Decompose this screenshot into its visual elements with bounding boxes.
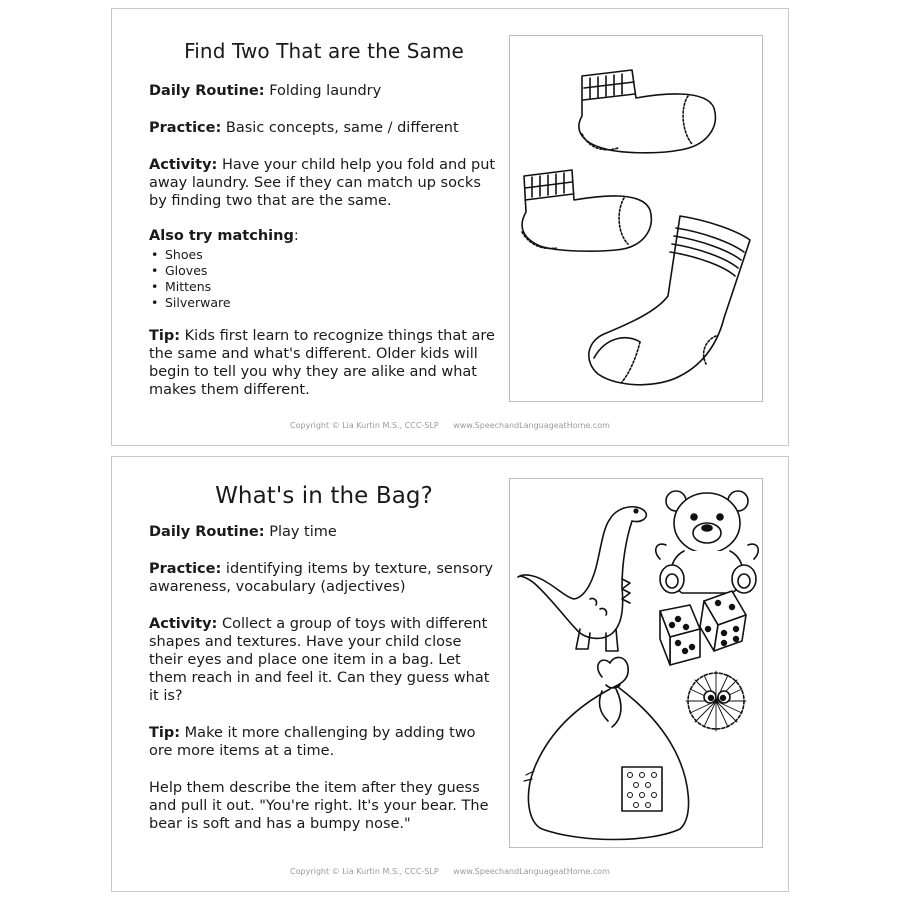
practice-line: Practice: identifying items by texture, sensory awareness, vocabulary (adjectives) — [149, 561, 493, 595]
card-title: What's in the Bag? — [215, 483, 433, 509]
activity-value: Collect a group of toys with different shapes and textures. Have your child close their eyes and place one item in a bag. Let them reach in and feel it. Can they guess what it is? — [149, 616, 490, 704]
dice-icon — [660, 591, 746, 665]
fuzzy-ball-icon — [686, 671, 746, 731]
activity-label: Activity — [149, 616, 212, 632]
card-footer — [112, 421, 788, 430]
activity-value: Have your child help you fold and put away laundry. See if they can match up socks by finding two that are the same. — [149, 157, 496, 209]
card-text — [149, 39, 499, 399]
tip-value: Make it more challenging by adding two ore more items at a time. — [149, 725, 476, 759]
tip-label: Tip — [149, 328, 175, 344]
routine-label: Daily Routine — [149, 83, 259, 99]
routine-line: Daily Routine: Play time — [149, 524, 337, 540]
routine-label: Daily Routine — [149, 524, 259, 540]
list-item: • Mittens — [149, 279, 499, 295]
card-title: Find Two That are the Same — [184, 39, 464, 63]
routine-line: Daily Routine: Folding laundry — [149, 83, 382, 99]
teddy-bear-icon — [656, 491, 759, 593]
sack-icon — [524, 657, 689, 839]
practice-value: identifying items by texture, sensory awareness, vocabulary (adjectives) — [149, 561, 493, 595]
copyright-text: Copyright © Lia Kurtin M.S., CCC-SLP — [290, 421, 439, 430]
practice-label: Practice — [149, 120, 216, 136]
tip-line: Tip: Kids first learn to recognize things that are the same and what's different. Older kids will begin to tell you why they are alike and what makes them different. — [149, 328, 495, 398]
list-item: • Silverware — [149, 295, 499, 311]
website-link[interactable]: www.SpeechandLanguageatHome.com — [453, 867, 610, 876]
card-text — [149, 483, 499, 833]
list-item: • Shoes — [149, 247, 499, 263]
also-heading: Also try matching: — [149, 228, 299, 244]
also-list — [149, 247, 499, 311]
card-footer — [112, 867, 788, 876]
practice-line: Practice: Basic concepts, same / different — [149, 120, 459, 136]
practice-value: Basic concepts, same / different — [225, 120, 459, 136]
also-label: Also try matching — [149, 228, 294, 244]
copyright-text: Copyright © Lia Kurtin M.S., CCC-SLP — [290, 867, 439, 876]
activity-line: Activity: Have your child help you fold and put away laundry. See if they can match up socks by finding two that are the same. — [149, 157, 496, 209]
sock-icon — [579, 70, 715, 153]
dinosaur-icon — [518, 507, 646, 651]
practice-label: Practice — [149, 561, 216, 577]
tip-value: Kids first learn to recognize things that are the same and what's different. Older kids will begin to tell you why they are alike and what makes them different. — [149, 328, 495, 398]
routine-value: Folding laundry — [269, 83, 382, 99]
tip-label: Tip — [149, 725, 175, 741]
list-item: • Gloves — [149, 263, 499, 279]
activity-card-same — [111, 8, 789, 446]
routine-value: Play time — [269, 524, 337, 540]
activity-card-bag — [111, 456, 789, 892]
toys-illustration — [509, 478, 763, 848]
sock-icon — [522, 170, 651, 251]
describe-paragraph: Help them describe the item after they guess and pull it out. "You're right. It's your bear. The bear is soft and has a bumpy nose." — [149, 780, 489, 832]
activity-line: Activity: Collect a group of toys with different shapes and textures. Have your child close their eyes and place one item in a bag. Let them reach in and feel it. Can they guess what it is? — [149, 616, 490, 704]
tip-line: Tip: Make it more challenging by adding two ore more items at a time. — [149, 725, 476, 759]
activity-label: Activity — [149, 157, 212, 173]
socks-illustration — [509, 35, 763, 402]
website-link[interactable]: www.SpeechandLanguageatHome.com — [453, 421, 610, 430]
